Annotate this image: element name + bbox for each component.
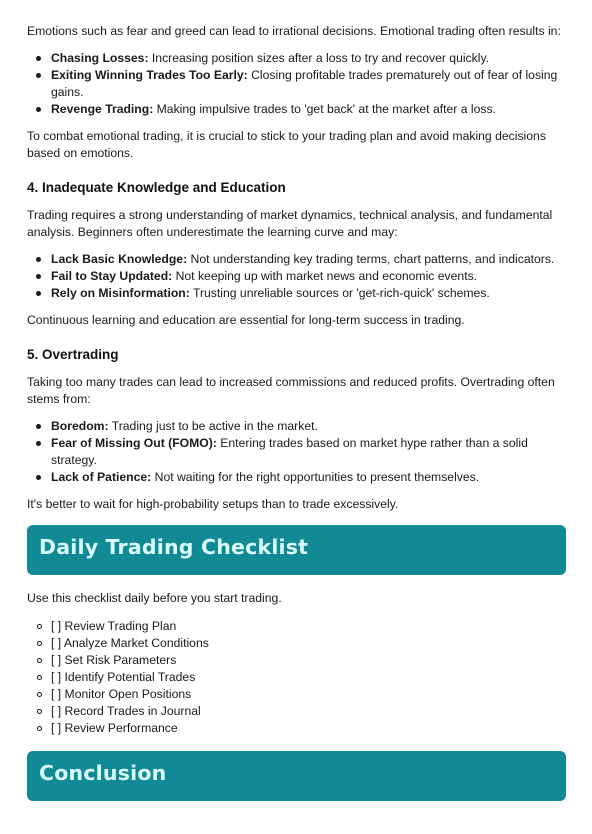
list-item-desc: Trusting unreliable sources or 'get-rich-quick' schemes.: [189, 286, 490, 300]
checklist-intro-paragraph: Use this checklist daily before you start trading.: [27, 591, 282, 605]
list-item-desc: Increasing position sizes after a loss to try and recover quickly.: [148, 51, 490, 65]
checklist-item: [ ] Review Trading Plan: [51, 618, 566, 635]
knowledge-list: [27, 251, 566, 302]
checklist-item: [ ] Review Performance: [51, 720, 566, 737]
list-item-desc: Not keeping up with market news and economic events.: [172, 269, 478, 283]
knowledge-intro-paragraph: Trading requires a strong understanding of market dynamics, technical analysis, and fundamental analysis. Beginners often underestimate the learning curve and may:: [27, 208, 553, 239]
overtrading-list: [27, 418, 566, 486]
list-item-term: Chasing Losses:: [51, 51, 149, 65]
list-item: [51, 285, 566, 302]
overtrading-heading: 5. Overtrading: [27, 347, 119, 362]
list-item: [51, 251, 566, 268]
emotional-closing-paragraph: To combat emotional trading, it is crucial to stick to your trading plan and avoid making decisions based on emotions.: [27, 129, 546, 160]
list-item: [51, 418, 566, 435]
checklist-item: [ ] Identify Potential Trades: [51, 669, 566, 686]
list-item-desc: Closing profitable trades prematurely out of fear of losing gains.: [51, 68, 558, 99]
list-item: [51, 435, 566, 469]
list-item-desc: Not understanding key trading terms, chart patterns, and indicators.: [187, 252, 555, 266]
emotional-intro-paragraph: Emotions such as fear and greed can lead to irrational decisions. Emotional trading often results in:: [27, 24, 561, 38]
knowledge-heading: 4. Inadequate Knowledge and Education: [27, 180, 286, 195]
conclusion-banner: [27, 751, 566, 801]
checklist-item: [ ] Set Risk Parameters: [51, 652, 566, 669]
list-item-term: Rely on Misinformation:: [51, 286, 190, 300]
list-item-term: Exiting Winning Trades Too Early:: [51, 68, 248, 82]
list-item: [51, 268, 566, 285]
checklist-item: [ ] Analyze Market Conditions: [51, 635, 566, 652]
overtrading-closing-paragraph: It's better to wait for high-probability setups than to trade excessively.: [27, 497, 399, 511]
conclusion-title: Conclusion: [39, 761, 167, 785]
checklist-banner: [27, 525, 566, 575]
checklist-item: [ ] Monitor Open Positions: [51, 686, 566, 703]
list-item-term: Revenge Trading:: [51, 102, 154, 116]
list-item-term: Lack of Patience:: [51, 470, 152, 484]
checklist-title: Daily Trading Checklist: [39, 535, 309, 559]
emotional-list: [27, 50, 566, 118]
list-item: [51, 469, 566, 486]
knowledge-closing-paragraph: Continuous learning and education are essential for long-term success in trading.: [27, 313, 465, 327]
list-item-term: Fail to Stay Updated:: [51, 269, 173, 283]
list-item-desc: Trading just to be active in the market.: [108, 419, 318, 433]
list-item-term: Lack Basic Knowledge:: [51, 252, 188, 266]
list-item-term: Boredom:: [51, 419, 109, 433]
checklist-item: [ ] Record Trades in Journal: [51, 703, 566, 720]
list-item-desc: Entering trades based on market hype rather than a solid strategy.: [51, 436, 528, 467]
overtrading-intro-paragraph: Taking too many trades can lead to increased commissions and reduced profits. Overtrading often stems from:: [27, 375, 555, 406]
list-item-term: Fear of Missing Out (FOMO):: [51, 436, 217, 450]
checklist-list: [27, 618, 566, 737]
list-item: [51, 67, 566, 101]
list-item-desc: Making impulsive trades to 'get back' at the market after a loss.: [153, 102, 496, 116]
list-item-desc: Not waiting for the right opportunities to present themselves.: [151, 470, 480, 484]
list-item: [51, 101, 566, 118]
list-item: [51, 50, 566, 67]
